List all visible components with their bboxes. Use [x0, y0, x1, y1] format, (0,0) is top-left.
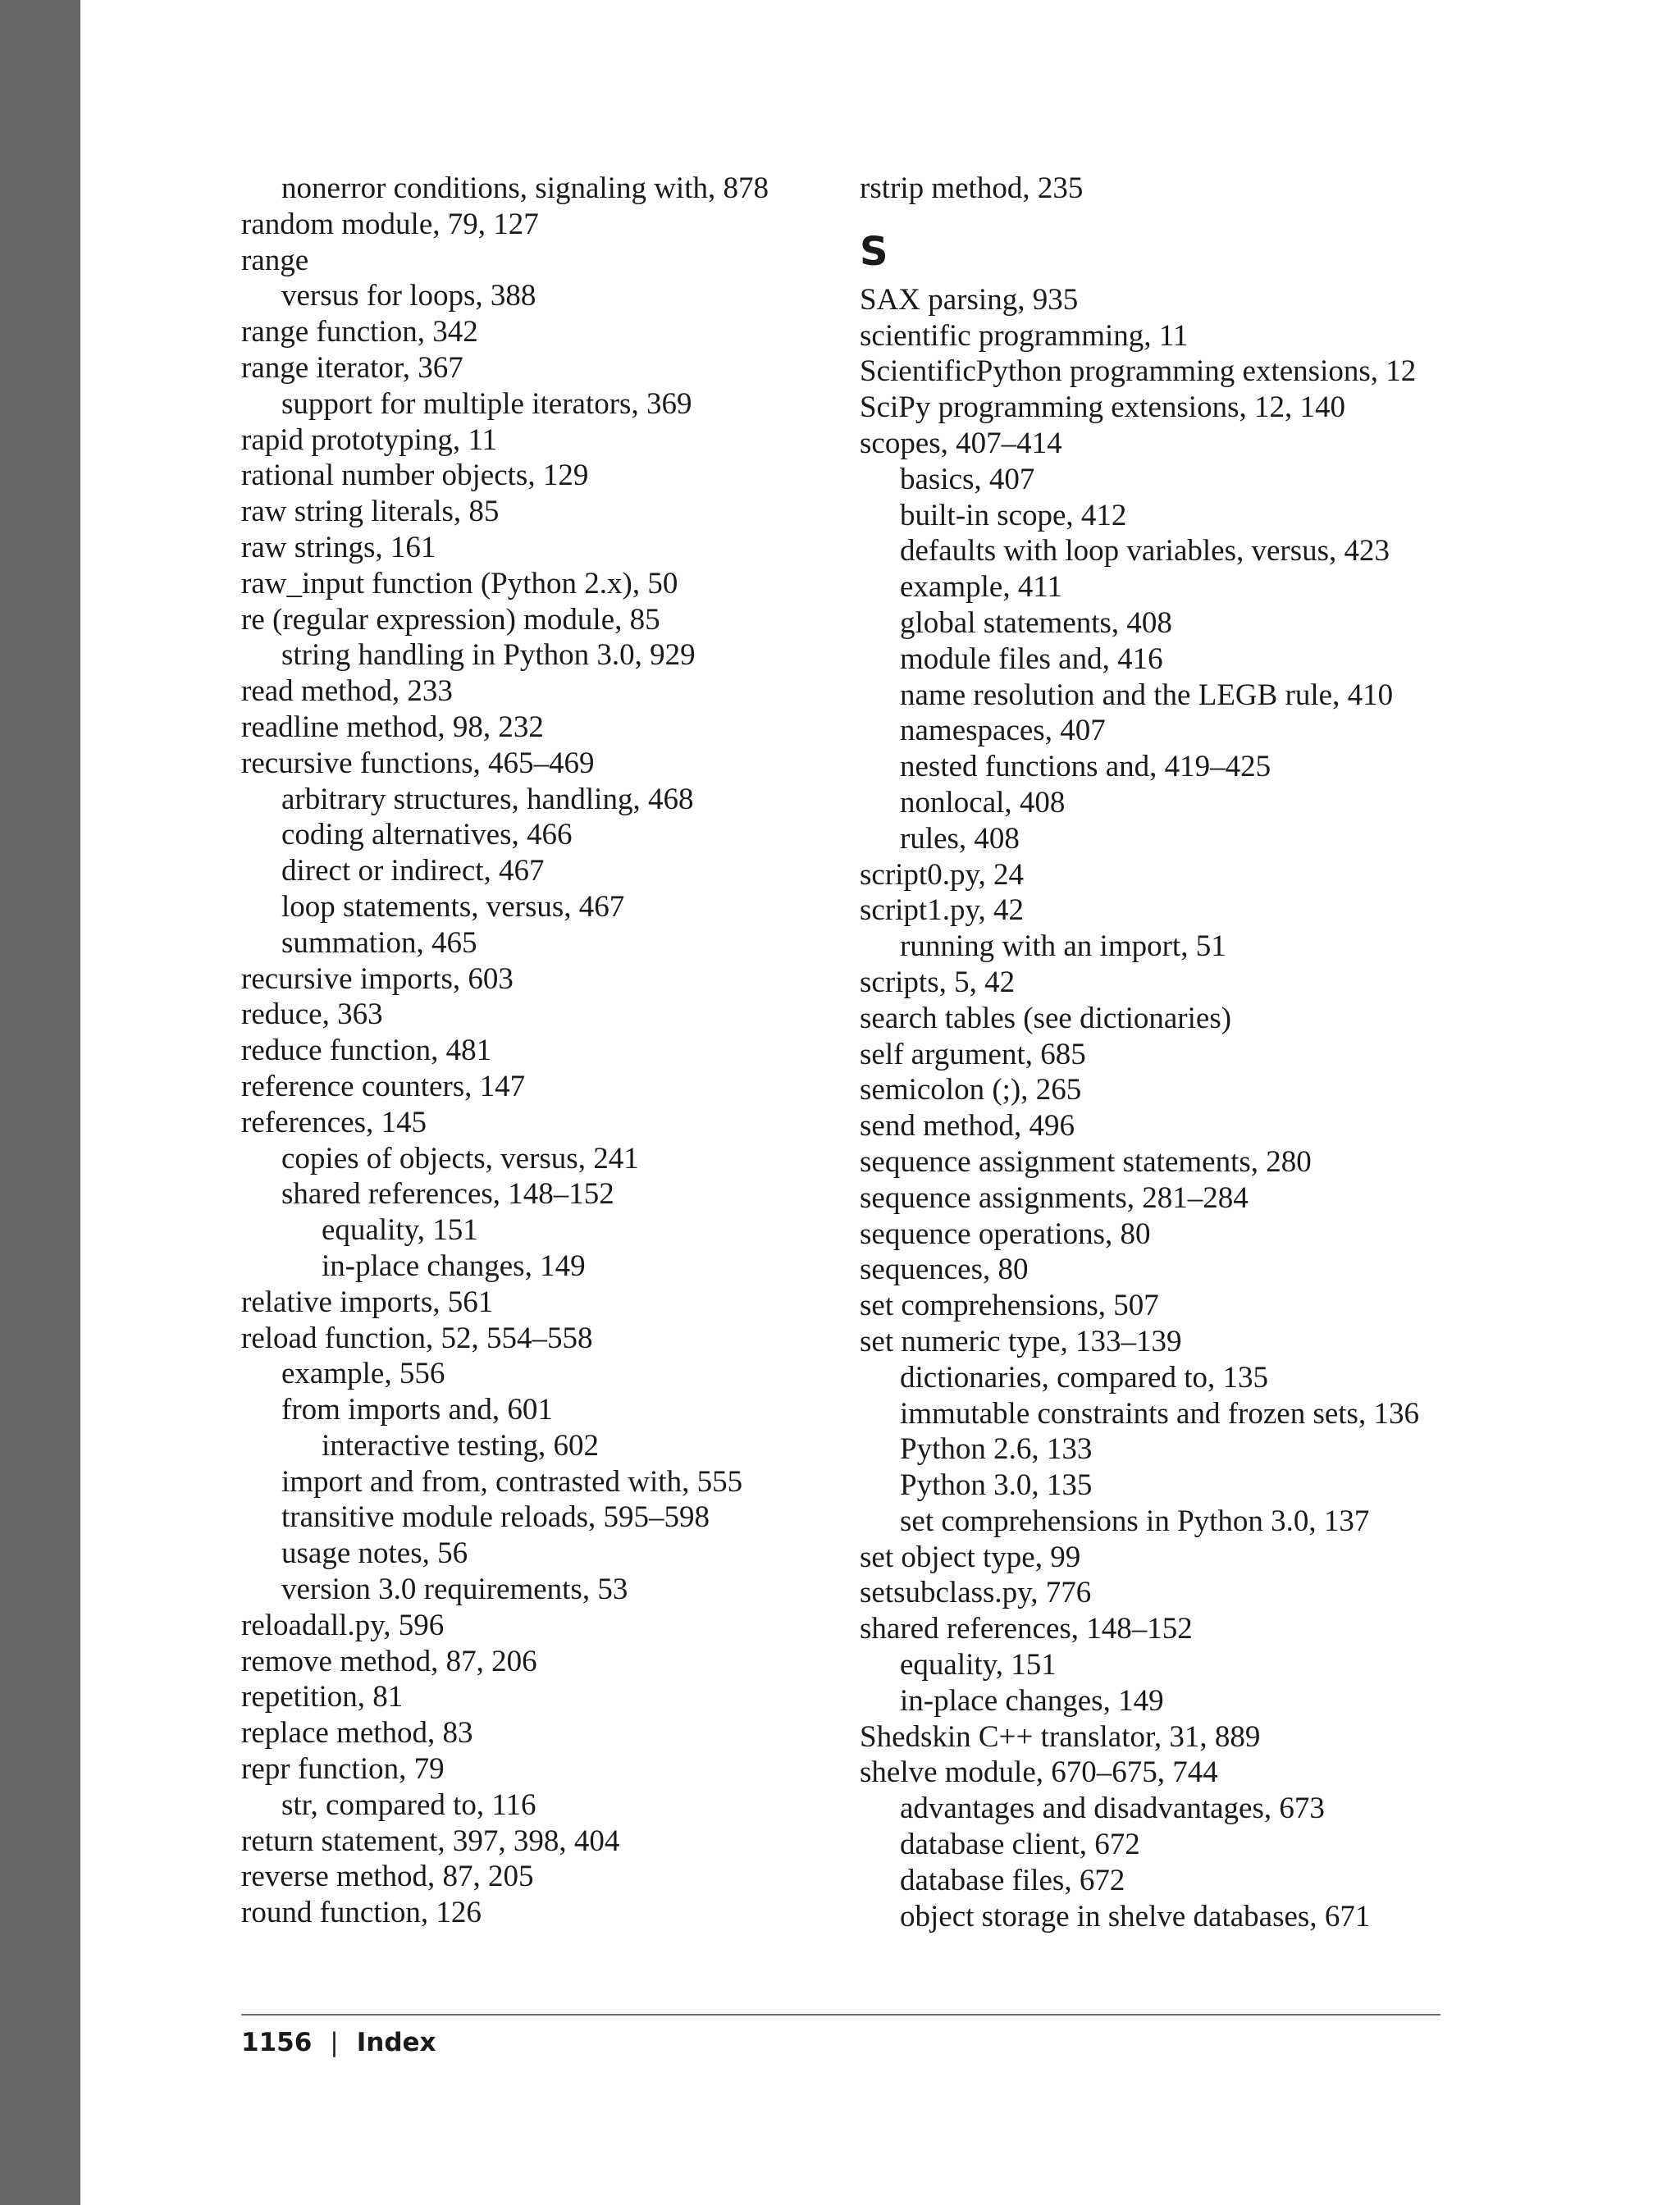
- index-subentry: built-in scope, 412: [900, 498, 1127, 532]
- index-subentry: summation, 465: [281, 925, 477, 960]
- index-subentry: nested functions and, 419–425: [900, 750, 1271, 784]
- index-entry: rstrip method, 235: [860, 171, 1084, 205]
- index-entry: setsubclass.py, 776: [860, 1576, 1092, 1610]
- page-footer: [241, 2028, 436, 2057]
- index-subentry: usage notes, 56: [281, 1536, 468, 1571]
- index-entry: return statement, 397, 398, 404: [241, 1824, 620, 1858]
- index-subentry: global statements, 408: [900, 605, 1172, 640]
- footer-section-name: Index: [356, 2028, 436, 2057]
- index-entry: sequence assignments, 281–284: [860, 1180, 1249, 1215]
- index-subentry: nonerror conditions, signaling with, 878: [281, 171, 769, 205]
- index-group-s: [860, 282, 1467, 1935]
- index-subentry: basics, 407: [900, 462, 1035, 496]
- index-entry: raw strings, 161: [241, 530, 436, 564]
- index-entry: Shedskin C++ translator, 31, 889: [860, 1719, 1261, 1754]
- index-subentry: module files and, 416: [900, 641, 1163, 676]
- index-entry: reloadall.py, 596: [241, 1608, 445, 1642]
- index-subentry: example, 556: [281, 1357, 445, 1391]
- index-subentry: dictionaries, compared to, 135: [900, 1360, 1269, 1395]
- index-entry: self argument, 685: [860, 1037, 1086, 1071]
- index-entry: scripts, 5, 42: [860, 965, 1016, 999]
- index-subentry: set comprehensions in Python 3.0, 137: [900, 1504, 1370, 1538]
- index-entry: search tables (see dictionaries): [860, 1001, 1232, 1035]
- index-subentry: loop statements, versus, 467: [281, 889, 625, 924]
- index-subentry: transitive module reloads, 595–598: [281, 1500, 710, 1535]
- index-subentry: from imports and, 601: [281, 1393, 553, 1427]
- index-entry: reduce function, 481: [241, 1034, 492, 1068]
- page-number: 1156: [241, 2028, 313, 2057]
- index-entry: round function, 126: [241, 1896, 482, 1930]
- index-subentry: example, 411: [900, 570, 1062, 605]
- index-subentry: interactive testing, 602: [322, 1428, 600, 1463]
- index-subentry: Python 3.0, 135: [900, 1468, 1093, 1503]
- index-entry: random module, 79, 127: [241, 207, 539, 241]
- index-subentry: string handling in Python 3.0, 929: [281, 638, 696, 673]
- index-entry: rational number objects, 129: [241, 459, 589, 493]
- section-letter-heading: S: [860, 228, 888, 275]
- index-entry: range iterator, 367: [241, 350, 463, 385]
- page-margin-bar: [0, 0, 80, 2205]
- index-entry: sequence operations, 80: [860, 1217, 1151, 1251]
- index-subentry: arbitrary structures, handling, 468: [281, 782, 694, 816]
- index-entry: sequences, 80: [860, 1253, 1029, 1287]
- index-entry: script0.py, 24: [860, 857, 1025, 892]
- index-entry: range: [241, 243, 309, 277]
- index-subentry: database client, 672: [900, 1828, 1140, 1862]
- index-entry: scientific programming, 11: [860, 318, 1189, 353]
- index-entry: shelve module, 670–675, 744: [860, 1755, 1218, 1790]
- index-subentry: in-place changes, 149: [900, 1683, 1164, 1718]
- index-subentry: import and from, contrasted with, 555: [281, 1464, 743, 1499]
- index-subentry: database files, 672: [900, 1863, 1125, 1897]
- index-entry: raw string literals, 85: [241, 495, 500, 529]
- index-entry: replace method, 83: [241, 1716, 473, 1751]
- index-subentry: immutable constraints and frozen sets, 136: [900, 1396, 1419, 1431]
- index-entry: reload function, 52, 554–558: [241, 1321, 593, 1355]
- index-entry: sequence assignment statements, 280: [860, 1144, 1312, 1179]
- index-group-r: [860, 171, 1467, 207]
- index-entry: references, 145: [241, 1105, 427, 1139]
- index-entry: shared references, 148–152: [860, 1612, 1193, 1646]
- index-subentry: defaults with loop variables, versus, 423: [900, 534, 1390, 568]
- index-entry: read method, 233: [241, 674, 453, 709]
- index-entry: SAX parsing, 935: [860, 282, 1079, 317]
- index-entry: set comprehensions, 507: [860, 1289, 1159, 1323]
- index-subentry: version 3.0 requirements, 53: [281, 1573, 628, 1607]
- index-entry: re (regular expression) module, 85: [241, 602, 660, 637]
- index-entry: script1.py, 42: [860, 893, 1025, 928]
- index-entry: recursive imports, 603: [241, 961, 514, 996]
- index-subentry: in-place changes, 149: [322, 1249, 586, 1283]
- index-subentry: versus for loops, 388: [281, 279, 536, 313]
- index-column-left: [241, 171, 832, 1931]
- index-subentry: equality, 151: [900, 1648, 1057, 1682]
- index-subentry: Python 2.6, 133: [900, 1432, 1093, 1467]
- index-entry: repetition, 81: [241, 1680, 404, 1714]
- index-entry: relative imports, 561: [241, 1285, 494, 1319]
- index-subentry: equality, 151: [322, 1213, 478, 1248]
- index-entry: rapid prototyping, 11: [241, 422, 498, 457]
- index-subentry: running with an import, 51: [900, 929, 1226, 964]
- index-entry: raw_input function (Python 2.x), 50: [241, 566, 678, 600]
- index-subentry: shared references, 148–152: [281, 1177, 614, 1212]
- index-entry: reduce, 363: [241, 998, 383, 1032]
- index-entry: SciPy programming extensions, 12, 140: [860, 390, 1345, 425]
- index-entry: set object type, 99: [860, 1540, 1081, 1574]
- index-subentry: support for multiple iterators, 369: [281, 386, 692, 421]
- index-entry: readline method, 98, 232: [241, 710, 544, 744]
- footer-rule: [241, 2014, 1440, 2016]
- index-subentry: rules, 408: [900, 821, 1020, 856]
- index-entry: repr function, 79: [241, 1752, 445, 1787]
- index-subentry: object storage in shelve databases, 671: [900, 1899, 1371, 1933]
- index-entry: scopes, 407–414: [860, 426, 1062, 460]
- index-subentry: str, compared to, 116: [281, 1787, 536, 1822]
- index-entry: recursive functions, 465–469: [241, 746, 595, 780]
- index-subentry: namespaces, 407: [900, 714, 1106, 748]
- index-subentry: advantages and disadvantages, 673: [900, 1792, 1325, 1826]
- index-entry: send method, 496: [860, 1109, 1075, 1144]
- index-entry: semicolon (;), 265: [860, 1073, 1082, 1107]
- index-entry: ScientificPython programming extensions, 12: [860, 354, 1417, 389]
- index-subentry: nonlocal, 408: [900, 785, 1066, 819]
- footer-separator: |: [330, 2028, 339, 2057]
- index-column-right: [860, 171, 1467, 1934]
- index-entry: remove method, 87, 206: [241, 1644, 537, 1678]
- index-subentry: name resolution and the LEGB rule, 410: [900, 678, 1394, 712]
- index-subentry: direct or indirect, 467: [281, 854, 545, 888]
- index-entry: reference counters, 147: [241, 1069, 526, 1103]
- index-entry: range function, 342: [241, 315, 478, 349]
- index-entry: set numeric type, 133–139: [860, 1324, 1182, 1358]
- index-subentry: coding alternatives, 466: [281, 818, 573, 852]
- index-subentry: copies of objects, versus, 241: [281, 1141, 639, 1176]
- index-entry: reverse method, 87, 205: [241, 1860, 534, 1894]
